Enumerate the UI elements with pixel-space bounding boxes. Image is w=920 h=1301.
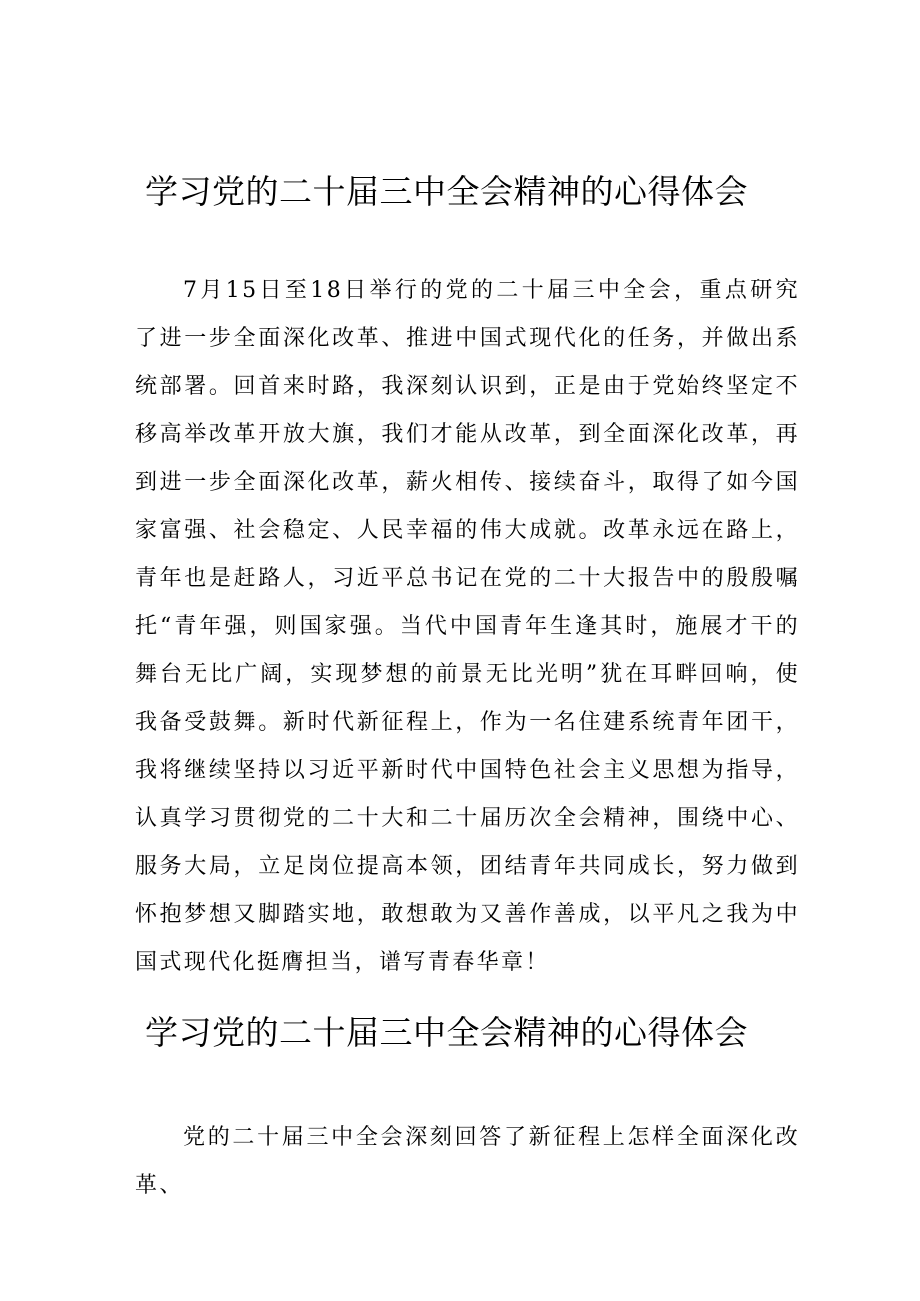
section-2-title: 学习党的二十届三中全会精神的心得体会 xyxy=(145,1013,748,1052)
section-1-body: 7月15日至18日举行的党的二十届三中全会，重点研究了进一步全面深化改革、推进中国式现代化的任务，并做出系统部署。回首来时路，我深刻认识到，正是由于党始终坚定不移高举改革开放大旗，我们才能从改革，到全面深化改革，再到进一步全面深化改革，薪火相传、接续奋斗，取得了如今国家富强、社会稳定、人民幸福的伟大成就。改革永远在路上，青年也是赶路人，习近平总书记在党的二十大报告中的殷殷嘱托“青年强，则国家强。当代中国青年生逢其时，施展才干的舞台无比广阔，实现梦想的前景无比光明”犹在耳畔回响，使我备受鼓舞。新时代新征程上，作为一名住建系统青年团干，我将继续坚持以习近平新时代中国特色社会主义思想为指导，认真学习贯彻党的二十大和二十届历次全会精神，围绕中心、服务大局，立足岗位提高本领，团结青年共同成长，努力做到怀抱梦想又脚踏实地，敢想敢为又善作善成，以平凡之我为中国式现代化挺膺担当，谱写青春华章！ xyxy=(135,278,800,975)
section-1-title: 学习党的二十届三中全会精神的心得体会 xyxy=(145,172,748,211)
section-2-body: 党的二十届三中全会深刻回答了新征程上怎样全面深化改革、 xyxy=(135,1125,800,1198)
